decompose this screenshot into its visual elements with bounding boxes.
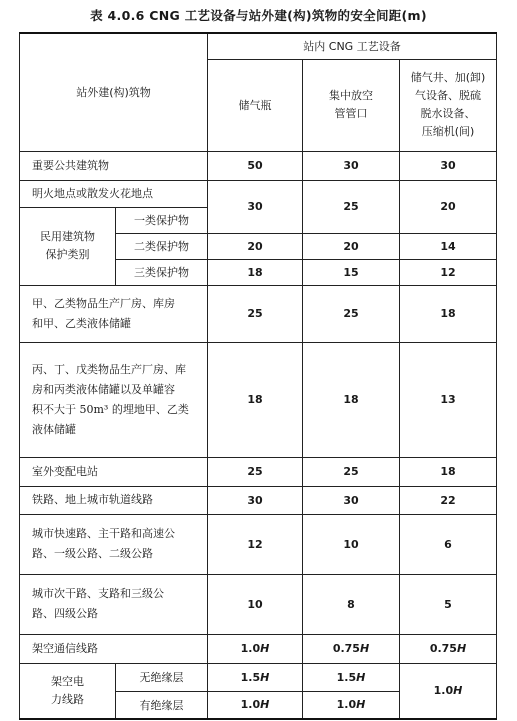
- row-label-line4: 液体储罐: [32, 422, 76, 436]
- value-cell: 18: [303, 342, 400, 457]
- table-row: [20, 151, 497, 180]
- table-row: [20, 285, 497, 342]
- value-cell: 22: [400, 486, 497, 514]
- group-label-power-lines: [20, 663, 116, 719]
- value-cell: 1.0H: [303, 691, 400, 719]
- row-label-line2: 路、一级公路、二级公路: [32, 547, 153, 560]
- sub-label: 三类保护物: [116, 259, 208, 285]
- table-row: [20, 663, 497, 691]
- group-label-line2: 力线路: [51, 692, 84, 706]
- group-label-line1: 民用建筑物: [40, 230, 95, 243]
- table-row: [20, 457, 497, 486]
- group-label-line2: 保护类别: [45, 248, 90, 261]
- table-row: [20, 342, 497, 457]
- col-header-vent-line2: 管管口: [334, 107, 368, 120]
- row-label: [20, 285, 208, 342]
- value-cell: 0.75H: [400, 634, 497, 663]
- value-cell: 10: [303, 514, 400, 574]
- height-symbol: H: [359, 642, 370, 655]
- row-label-line1: 城市快速路、主干路和高速公: [32, 527, 175, 540]
- value-cell: 1.0H: [400, 663, 497, 719]
- value-cell: 30: [400, 151, 497, 180]
- height-symbol: H: [260, 698, 270, 712]
- value-cell: 25: [208, 457, 303, 486]
- value-cell: 0.75H: [303, 634, 400, 663]
- value-cell: 1.5H: [208, 663, 303, 691]
- row-label-line1: 甲、乙类物品生产厂房、库房: [32, 296, 175, 310]
- row-label-line1: 城市次干路、支路和三级公: [32, 587, 164, 600]
- value-cell: 1.5H: [303, 663, 400, 691]
- value-cell: 25: [303, 457, 400, 486]
- value-cell: 1.0H: [208, 634, 303, 663]
- table-title: 表 4.0.6 CNG 工艺设备与站外建(构)筑物的安全间距(m): [90, 8, 427, 23]
- value-cell: 12: [208, 514, 303, 574]
- row-label: [20, 514, 208, 574]
- col-header-wells-line4: 压缩机(间): [421, 125, 475, 138]
- table-row: [20, 514, 497, 574]
- value-cell: 30: [303, 151, 400, 180]
- height-symbol: H: [453, 684, 463, 698]
- row-label: 架空通信线路: [20, 634, 208, 663]
- col-header-wells-equipment: [400, 59, 497, 151]
- row-label: 明火地点或散发火花地点: [20, 180, 208, 207]
- value-cell: 20: [303, 233, 400, 259]
- value-cell: 50: [208, 151, 303, 180]
- value-cell: 18: [400, 457, 497, 486]
- group-label-civil-buildings: [20, 207, 116, 285]
- row-header-cell: 站外建(构)筑物: [20, 33, 208, 151]
- row-label-line1: 丙、丁、戊类物品生产厂房、库: [32, 362, 186, 376]
- value-cell: 18: [400, 285, 497, 342]
- group-header-cell: 站内 CNG 工艺设备: [208, 33, 497, 59]
- table-row: [20, 634, 497, 663]
- height-symbol: H: [260, 670, 270, 684]
- value-cell: 18: [208, 342, 303, 457]
- height-symbol: H: [356, 670, 366, 684]
- value-cell: 10: [208, 574, 303, 634]
- value-cell: 12: [400, 259, 497, 285]
- value-cell: 13: [400, 342, 497, 457]
- row-label: 铁路、地上城市轨道线路: [20, 486, 208, 514]
- sub-label: 有绝缘层: [116, 691, 208, 719]
- sub-label: 无绝缘层: [116, 663, 208, 691]
- value-cell: 8: [303, 574, 400, 634]
- row-label-line2: 路、四级公路: [32, 607, 98, 620]
- col-header-storage-cylinder: 储气瓶: [208, 59, 303, 151]
- value-cell: 25: [303, 285, 400, 342]
- col-header-vent-line1: 集中放空: [329, 89, 373, 102]
- sub-label: 一类保护物: [116, 207, 208, 233]
- value-cell: 25: [208, 285, 303, 342]
- height-symbol: H: [456, 642, 467, 655]
- row-label: [20, 574, 208, 634]
- table-row: [20, 180, 497, 207]
- table-row: [20, 486, 497, 514]
- height-symbol: H: [356, 698, 366, 712]
- col-header-wells-line2: 气设备、脱硫: [415, 89, 481, 102]
- value-cell: 18: [208, 259, 303, 285]
- value-cell: 30: [303, 486, 400, 514]
- table-row: [20, 574, 497, 634]
- row-label: 室外变配电站: [20, 457, 208, 486]
- height-symbol: H: [260, 642, 270, 655]
- value-cell: 5: [400, 574, 497, 634]
- value-cell: 30: [208, 180, 303, 233]
- value-cell: 1.0H: [208, 691, 303, 719]
- row-label: [20, 342, 208, 457]
- group-label-line1: 架空电: [51, 674, 84, 688]
- safety-distance-table: [19, 32, 497, 720]
- row-label-line3: 积不大于 50m³ 的埋地甲、乙类: [32, 402, 189, 416]
- col-header-wells-line1: 储气井、加(卸): [410, 71, 486, 84]
- value-cell: 30: [208, 486, 303, 514]
- value-cell: 14: [400, 233, 497, 259]
- value-cell: 25: [303, 180, 400, 233]
- value-cell: 20: [208, 233, 303, 259]
- col-header-wells-line3: 脱水设备、: [420, 107, 476, 120]
- row-label-line2: 和甲、乙类液体储罐: [32, 316, 131, 330]
- value-cell: 20: [400, 180, 497, 233]
- value-cell: 6: [400, 514, 497, 574]
- value-cell: 15: [303, 259, 400, 285]
- row-label: 重要公共建筑物: [20, 151, 208, 180]
- sub-label: 二类保护物: [116, 233, 208, 259]
- row-label-line2: 房和丙类液体储罐以及单罐容: [32, 382, 175, 396]
- col-header-vent-pipe: [303, 59, 400, 151]
